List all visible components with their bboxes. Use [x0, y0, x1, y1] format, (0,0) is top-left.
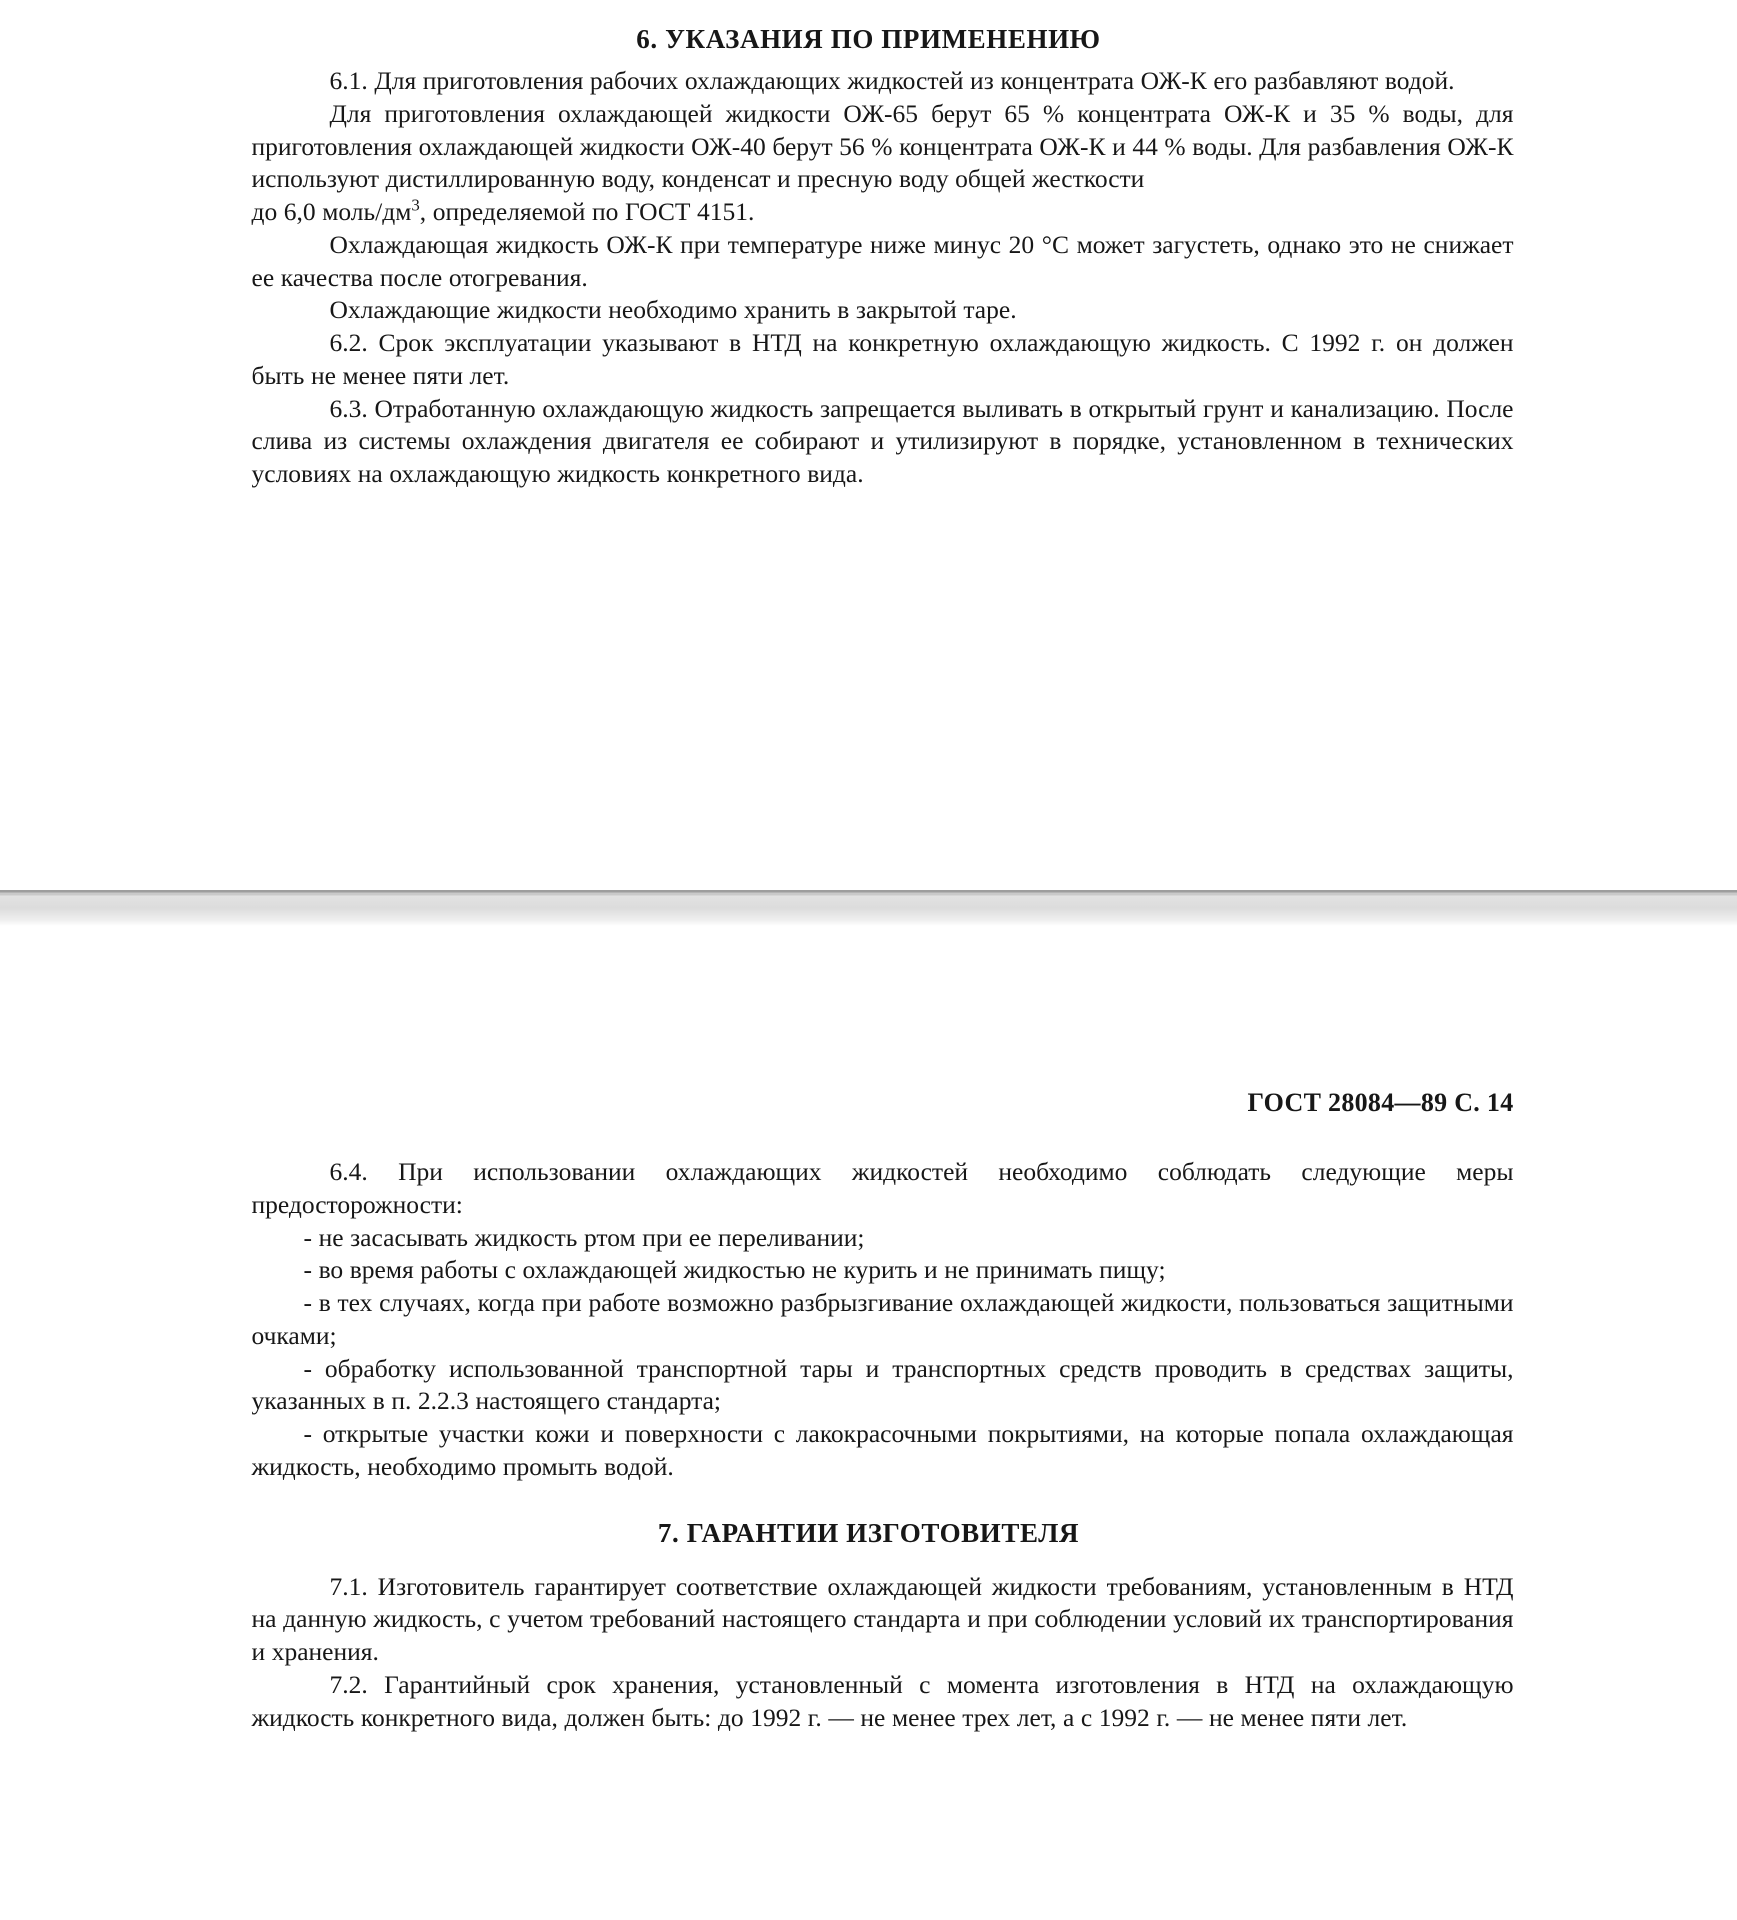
section-7-heading: 7. ГАРАНТИИ ИЗГОТОВИТЕЛЯ — [657, 1517, 1080, 1548]
page-separator — [0, 890, 1737, 926]
paragraph-6-3: 6.3. Отработанную охлаждающую жидкость запрещается выливать в открытый грунт и канализацию. После слива из системы охлаждения двигателя ее собирают и утилизируют в порядке, установленном в технических условиях на охлаждающую жидкость конкретного вида. — [251, 393, 1514, 489]
paragraph-6-4: 6.4. При использовании охлаждающих жидкостей необходимо соблюдать следующие меры предосторожности: — [251, 1157, 1514, 1219]
cubic-superscript: 3 — [411, 195, 420, 215]
paragraph-6-2: 6.2. Срок эксплуатации указывают в НТД на конкретную охлаждающую жидкость. С 1992 г. он должен быть не менее пяти лет. — [251, 328, 1514, 390]
paragraph-thickening-note: Охлаждающая жидкость ОЖ-К при температуре ниже минус 20 °C может загустеть, однако это не снижает ее качества после отогревания. — [251, 229, 1514, 292]
paragraph-storage-note: Охлаждающие жидкости необходимо хранить в закрытой таре. — [329, 295, 1017, 325]
paragraph-hardness-line — [252, 196, 1514, 229]
page-fragment-two — [0, 926, 1737, 1734]
safety-item-3: - в тех случаях, когда при работе возможно разбрызгивание охлаждающей жидкости, пользоваться защитными очками; — [251, 1288, 1514, 1350]
safety-item-4: - обработку использованной транспортной тары и транспортных средств проводить в средствах защиты, указанных в п. 2.2.3 настоящего стандарта; — [251, 1353, 1514, 1416]
safety-item-2: - во время работы с охлаждающей жидкостью не курить и не принимать пищу; — [303, 1255, 1166, 1285]
page-two-body — [224, 1156, 1514, 1484]
paragraph-6-1: 6.1. Для приготовления рабочих охлаждающих жидкостей из концентрата ОЖ-К его разбавляют водой. — [329, 66, 1455, 95]
hardness-text-before: до 6,0 моль/дм — [251, 197, 412, 227]
hardness-text-after: , определяемой по ГОСТ 4151. — [419, 197, 755, 227]
section-6-heading: 6. УКАЗАНИЯ ПО ПРИМЕНЕНИЮ — [636, 24, 1101, 54]
running-head: ГОСТ 28084—89 С. 14 — [1247, 1088, 1514, 1117]
paragraph-7-1: 7.1. Изготовитель гарантирует соответствие охлаждающей жидкости требованиям, установленным в НТД на данную жидкость, с учетом требований настоящего стандарта и при соблюдении условий их транспортирования и хранения. — [251, 1571, 1514, 1667]
page-fragment-one — [0, 0, 1737, 890]
paragraph-7-2: 7.2. Гарантийный срок хранения, установленный с момента изготовления в НТД на охлаждающую жидкость конкретного вида, должен быть: до 1992 г. — не менее трех лет, а с 1992 г. — не менее пяти лет. — [251, 1669, 1514, 1732]
page-one-body — [224, 65, 1514, 491]
safety-item-5: - открытые участки кожи и поверхности с лакокрасочными покрытиями, на которые попала охлаждающая жидкость, необходимо промыть водой. — [251, 1419, 1514, 1481]
paragraph-dilution-ratios: Для приготовления охлаждающей жидкости ОЖ-65 берут 65 % концентрата ОЖ-К и 35 % воды, для приготовления охлаждающей жидкости ОЖ-40 берут 56 % концентрата ОЖ-К и 44 % воды. Для разбавления ОЖ-К используют дистиллированную воду, конденсат и пресную воду общей жесткости — [251, 98, 1514, 194]
safety-item-1: - не засасывать жидкость ртом при ее переливании; — [303, 1222, 865, 1252]
page-two-guarantee-body — [224, 1571, 1514, 1735]
